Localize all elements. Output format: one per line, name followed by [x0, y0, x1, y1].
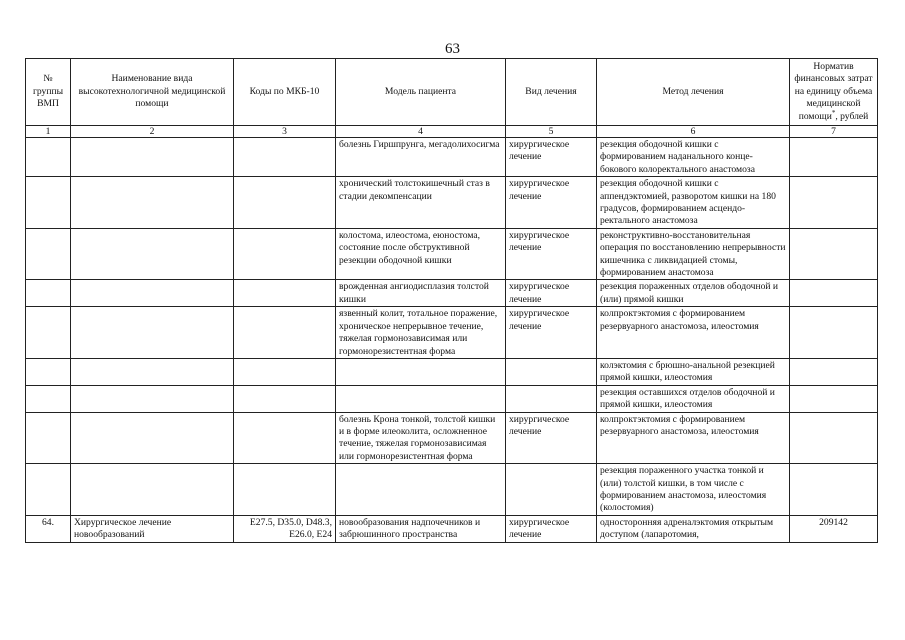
table-row [26, 307, 878, 359]
table-body [26, 138, 878, 543]
column-number: 6 [597, 126, 790, 138]
group-number-cell [26, 412, 71, 464]
patient-model-cell: хронический толстокишечный стаз в стадии декомпенсации [336, 177, 506, 229]
header-cost-unit: , рублей [835, 110, 869, 122]
header-cost-main: Норматив финансовых затрат на единицу объема медицинской помощи [794, 60, 873, 122]
cost-standard-cell [790, 280, 878, 307]
treatment-method-cell: колэктомия с брюшно-анальной резекцией прямой кишки, илеостомия [597, 358, 790, 385]
cost-standard-cell [790, 464, 878, 516]
icd-codes-cell [234, 412, 336, 464]
group-number-cell [26, 307, 71, 359]
treatment-type-cell [506, 464, 597, 516]
header-cost-footnote-mark: * [831, 108, 836, 117]
treatment-type-cell: хирургическое лечение [506, 138, 597, 177]
icd-codes-cell [234, 228, 336, 280]
column-number: 7 [790, 126, 878, 138]
icd-codes-cell: E27.5, D35.0, D48.3, E26.0, E24 [234, 515, 336, 542]
treatment-type-cell: хирургическое лечение [506, 280, 597, 307]
patient-model-cell: колостома, илеостома, еюностома, состояние после обструктивной резекции ободочной кишки [336, 228, 506, 280]
treatment-method-cell: резекция ободочной кишки с формированием наданального конце-бокового колоректального анастомоза [597, 138, 790, 177]
patient-model-cell: язвенный колит, тотальное поражение, хроническое непрерывное течение, тяжелая гормонозависимая или гормонорезистентная форма [336, 307, 506, 359]
patient-model-cell: болезнь Крона тонкой, толстой кишки и в форме илеоколита, осложненное течение, тяжелая гормонозависимая или гормонорезистентная форма [336, 412, 506, 464]
column-number: 2 [71, 126, 234, 138]
icd-codes-cell [234, 177, 336, 229]
group-number-cell [26, 177, 71, 229]
icd-codes-cell [234, 385, 336, 412]
treatment-method-cell: резекция пораженных отделов ободочной и (или) прямой кишки [597, 280, 790, 307]
cost-standard-cell [790, 228, 878, 280]
header-treatment-method: Метод лечения [597, 59, 790, 126]
group-number-cell [26, 464, 71, 516]
care-type-cell: Хирургическое лечение новообразований [71, 515, 234, 542]
cost-standard-cell [790, 412, 878, 464]
page-number: 63 [445, 41, 460, 57]
care-type-cell [71, 412, 234, 464]
icd-codes-cell [234, 464, 336, 516]
cost-standard-cell [790, 358, 878, 385]
patient-model-cell: новообразования надпочечников и забрюшинного пространства [336, 515, 506, 542]
header-patient-model: Модель пациента [336, 59, 506, 126]
icd-codes-cell [234, 138, 336, 177]
treatment-method-cell: односторонняя адреналэктомия открытым доступом (лапаротомия, [597, 515, 790, 542]
table-row [26, 177, 878, 229]
table-row [26, 412, 878, 464]
treatment-method-cell: колпроктэктомия с формированием резервуарного анастомоза, илеостомия [597, 307, 790, 359]
care-type-cell [71, 280, 234, 307]
treatment-method-cell: колпроктэктомия с формированием резервуарного анастомоза, илеостомия [597, 412, 790, 464]
treatment-type-cell: хирургическое лечение [506, 515, 597, 542]
header-row [26, 59, 878, 126]
care-type-cell [71, 358, 234, 385]
column-number: 5 [506, 126, 597, 138]
column-number: 1 [26, 126, 71, 138]
group-number-cell: 64. [26, 515, 71, 542]
treatment-type-cell: хирургическое лечение [506, 412, 597, 464]
treatment-method-cell: реконструктивно-восстановительная операция по восстановлению непрерывности кишечника с ликвидацией стомы, формированием анастомоза [597, 228, 790, 280]
header-icd-codes: Коды по МКБ-10 [234, 59, 336, 126]
icd-codes-cell [234, 358, 336, 385]
cost-standard-cell [790, 177, 878, 229]
patient-model-cell [336, 358, 506, 385]
care-type-cell [71, 464, 234, 516]
icd-codes-cell [234, 307, 336, 359]
cost-standard-cell [790, 307, 878, 359]
table-row [26, 515, 878, 542]
vmp-table [25, 58, 878, 543]
treatment-type-cell [506, 385, 597, 412]
group-number-cell [26, 228, 71, 280]
cost-standard-cell: 209142 [790, 515, 878, 542]
header-treatment-type: Вид лечения [506, 59, 597, 126]
table-row [26, 358, 878, 385]
treatment-method-cell: резекция ободочной кишки с аппендэктомией, разворотом кишки на 180 градусов, формированием асцендо-ректального анастомоза [597, 177, 790, 229]
care-type-cell [71, 228, 234, 280]
group-number-cell [26, 138, 71, 177]
group-number-cell [26, 385, 71, 412]
patient-model-cell: врожденная ангиодисплазия толстой кишки [336, 280, 506, 307]
treatment-type-cell [506, 358, 597, 385]
table-row [26, 228, 878, 280]
treatment-type-cell: хирургическое лечение [506, 177, 597, 229]
patient-model-cell [336, 464, 506, 516]
table-row [26, 280, 878, 307]
care-type-cell [71, 307, 234, 359]
column-number: 3 [234, 126, 336, 138]
header-care-type: Наименование вида высокотехнологичной медицинской помощи [71, 59, 234, 126]
cost-standard-cell [790, 385, 878, 412]
column-number: 4 [336, 126, 506, 138]
patient-model-cell [336, 385, 506, 412]
care-type-cell [71, 177, 234, 229]
treatment-method-cell: резекция оставшихся отделов ободочной и прямой кишки, илеостомия [597, 385, 790, 412]
table-row [26, 138, 878, 177]
treatment-type-cell: хирургическое лечение [506, 228, 597, 280]
header-cost-standard [790, 59, 878, 126]
group-number-cell [26, 280, 71, 307]
icd-codes-cell [234, 280, 336, 307]
group-number-cell [26, 358, 71, 385]
header-group-number: № группы ВМП [26, 59, 71, 126]
cost-standard-cell [790, 138, 878, 177]
column-number-row [26, 126, 878, 138]
table-row [26, 464, 878, 516]
table-row [26, 385, 878, 412]
care-type-cell [71, 138, 234, 177]
patient-model-cell: болезнь Гиршпрунга, мегадолихосигма [336, 138, 506, 177]
treatment-method-cell: резекция пораженного участка тонкой и (или) толстой кишки, в том числе с формированием анастомоза, илеостомия (колостомия) [597, 464, 790, 516]
treatment-type-cell: хирургическое лечение [506, 307, 597, 359]
care-type-cell [71, 385, 234, 412]
